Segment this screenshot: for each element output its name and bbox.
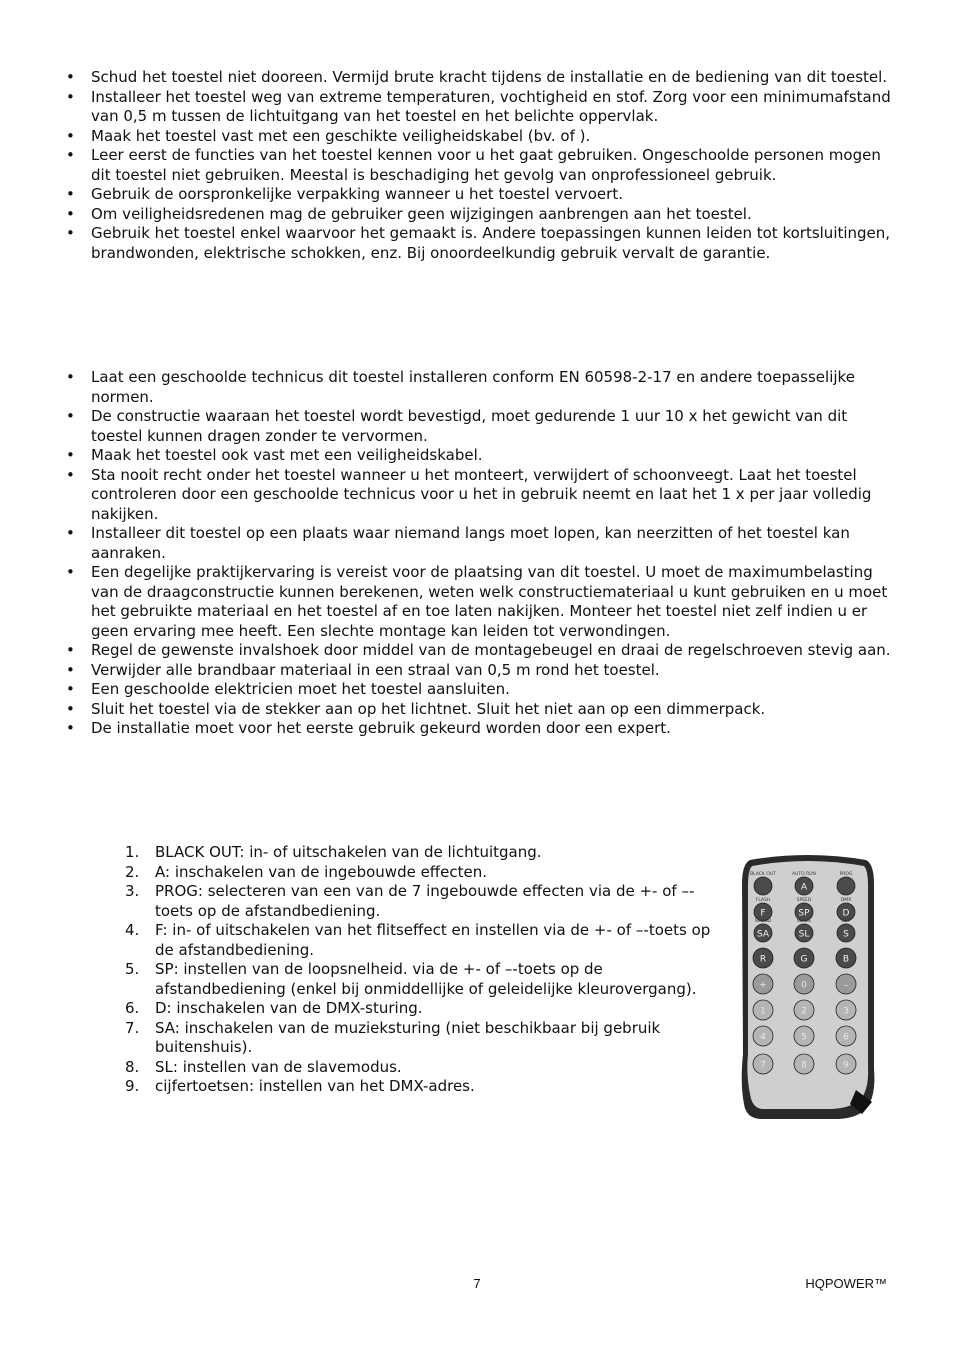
remote-button-label: 4 xyxy=(760,1032,766,1043)
remote-function-item xyxy=(120,999,720,1019)
safety-instructions-list xyxy=(60,68,900,263)
remote-button-caption: SLAVE xyxy=(796,919,812,924)
remote-button-label: S xyxy=(843,929,849,940)
safety-item: • Installeer het toestel weg van extreme temperaturen, vochtigheid en stof. Zorg voor een minimumafstand van 0,5 m tussen de lichtuitgang van het toestel en het belichte oppervlak. xyxy=(60,88,900,127)
item-number: 8. xyxy=(125,1057,140,1076)
remote-button-label: D xyxy=(842,908,850,919)
remote-function-item xyxy=(120,960,720,999)
remote-functions-list xyxy=(120,843,720,1097)
remote-function-item xyxy=(120,1077,720,1097)
item-text: BLACK OUT: in- of uitschakelen van de lichtuitgang. xyxy=(155,843,542,861)
remote-button-label: + xyxy=(759,980,767,991)
item-number: 3. xyxy=(125,882,140,900)
safety-item: • Gebruik het toestel enkel waarvoor het gemaakt is. Andere toepassingen kunnen leiden tot kortsluitingen, brandwonden, elektrische schokken, enz. Bij onoordeelkundig gebruik vervalt de garantie. xyxy=(60,224,900,263)
remote-button-label: 8 xyxy=(801,1060,807,1071)
remote-button-label: 6 xyxy=(843,1032,849,1043)
item-text: PROG: selecteren van een van de 7 ingebouwde effecten via de +- of –-toets op de afstandbediening. xyxy=(155,882,695,920)
remote-function-item xyxy=(120,843,720,863)
remote-button-caption: BLACK OUT xyxy=(750,872,776,877)
remote-button-caption: AUTO RUN xyxy=(792,872,816,877)
remote-button-label: SA xyxy=(756,929,770,940)
install-item: • Regel de gewenste invalshoek door middel van de montagebeugel en draai de regelschroeven stevig aan. xyxy=(60,641,900,661)
remote-function-item xyxy=(120,882,720,921)
install-item: • De installatie moet voor het eerste gebruik gekeurd worden door een expert. xyxy=(60,719,900,739)
remote-button-label: 2 xyxy=(801,1006,807,1017)
install-item: • Sta nooit recht onder het toestel wanneer u het monteert, verwijdert of schoonveegt. Laat het toestel controleren door een geschoolde technicus voor u het in gebruik neemt en laat het 1 x per jaar volledig nakijken. xyxy=(60,466,900,525)
item-number: 5. xyxy=(125,960,140,978)
remote-button-label: A xyxy=(800,882,808,893)
remote-button-caption: SET xyxy=(841,919,851,924)
remote-button-label: B xyxy=(842,954,850,965)
item-text: SL: instellen van de slavemodus. xyxy=(155,1057,402,1076)
safety-item: • Om veiligheidsredenen mag de gebruiker geen wijzigingen aanbrengen aan het toestel. xyxy=(60,205,900,225)
safety-item: • Maak het toestel vast met een geschikte veiligheidskabel (bv. of ). xyxy=(60,127,900,147)
remote-button-label: G xyxy=(800,954,808,965)
remote-button xyxy=(837,877,855,895)
remote-button-label: R xyxy=(759,954,767,965)
remote-button xyxy=(754,877,772,895)
remote-button-caption: FLASH xyxy=(755,898,771,903)
remote-button-caption: PROG xyxy=(839,872,853,877)
remote-button-label: SP xyxy=(798,908,810,919)
install-item: • De constructie waaraan het toestel wordt bevestigd, moet gedurende 1 uur 10 x het gewicht van dit toestel kunnen dragen zonder te vervormen. xyxy=(60,407,900,446)
item-number: 6. xyxy=(125,999,140,1017)
install-item: • Een degelijke praktijkervaring is vereist voor de plaatsing van dit toestel. U moet de maximumbelasting van de draagconstructie kunnen berekenen, weten welk constructiemateriaal u kunt gebruiken en u moet het gebruikte materiaal en het toestel af en toe laten nakijken. Monteer het toestel niet zelf indien u er geen ervaring mee heeft. Een slechte montage kan leiden tot verwondingen. xyxy=(60,563,900,641)
item-number: 1. xyxy=(125,843,140,861)
safety-item: • Schud het toestel niet dooreen. Vermijd brute kracht tijdens de installatie en de bediening van dit toestel. xyxy=(60,68,900,88)
remote-function-item xyxy=(120,1019,720,1058)
remote-function-item xyxy=(120,863,720,883)
install-item: • Laat een geschoolde technicus dit toestel installeren conform EN 60598-2-17 en andere toepasselijke normen. xyxy=(60,368,900,407)
remote-button-caption: SPEED xyxy=(796,898,812,903)
item-text: F: in- of uitschakelen van het flitseffect en instellen via de +- of –-toets op de afstandbediening. xyxy=(155,921,711,959)
remote-button-label: 9 xyxy=(843,1060,849,1071)
install-item: • Installeer dit toestel op een plaats waar niemand langs moet lopen, kan neerzitten of het toestel kan aanraken. xyxy=(60,524,900,563)
remote-button-label: 3 xyxy=(843,1006,849,1017)
remote-function-item xyxy=(120,1058,720,1078)
remote-button-caption: DMX xyxy=(840,898,852,903)
install-item: • Sluit het toestel via de stekker aan op het lichtnet. Sluit het niet aan op een dimmerpack. xyxy=(60,700,900,720)
install-item: • Een geschoolde elektricien moet het toestel aansluiten. xyxy=(60,680,900,700)
item-number: 4. xyxy=(125,921,140,939)
remote-button-label: 1 xyxy=(760,1006,766,1017)
item-text: D: inschakelen van de DMX-sturing. xyxy=(155,999,423,1017)
remote-button-label: 5 xyxy=(801,1032,807,1043)
item-number: 7. xyxy=(125,1018,140,1037)
brand-label: HQPOWER™ xyxy=(805,1276,887,1291)
item-text: SP: instellen van de loopsnelheid. via de +- of –-toets op de afstandbediening (enkel bij onmiddellijke of geleidelijke kleurovergang). xyxy=(155,960,697,998)
item-text: SA: inschakelen van de muzieksturing (niet beschikbaar bij gebruik buitenshuis). xyxy=(155,1018,661,1056)
remote-button-label: 0 xyxy=(801,980,807,991)
item-text: cijfertoetsen: instellen van het DMX-adres. xyxy=(155,1077,475,1095)
remote-button-label: SL xyxy=(798,929,810,940)
safety-item: • Leer eerst de functies van het toestel kennen voor u het gaat gebruiken. Ongeschoolde personen mogen dit toestel niet gebruiken. Meestal is beschadiging het gevolg van onprofessioneel gebruik. xyxy=(60,146,900,185)
install-item: • Verwijder alle brandbaar materiaal in een straal van 0,5 m rond het toestel. xyxy=(60,661,900,681)
remote-control-image xyxy=(738,854,878,1122)
item-number: 2. xyxy=(125,862,140,881)
remote-button-caption: SOUND xyxy=(754,919,772,924)
safety-item: • Gebruik de oorspronkelijke verpakking wanneer u het toestel vervoert. xyxy=(60,185,900,205)
remote-function-item xyxy=(120,921,720,960)
remote-button-label: – xyxy=(843,980,849,991)
installation-instructions-list xyxy=(60,368,900,739)
item-number: 9. xyxy=(125,1077,140,1095)
item-text: A: inschakelen van de ingebouwde effecten. xyxy=(155,862,488,881)
remote-button-label: F xyxy=(760,908,766,919)
remote-button-label: 7 xyxy=(760,1060,766,1071)
page-number: 7 xyxy=(473,1276,481,1291)
install-item: • Maak het toestel ook vast met een veiligheidskabel. xyxy=(60,446,900,466)
